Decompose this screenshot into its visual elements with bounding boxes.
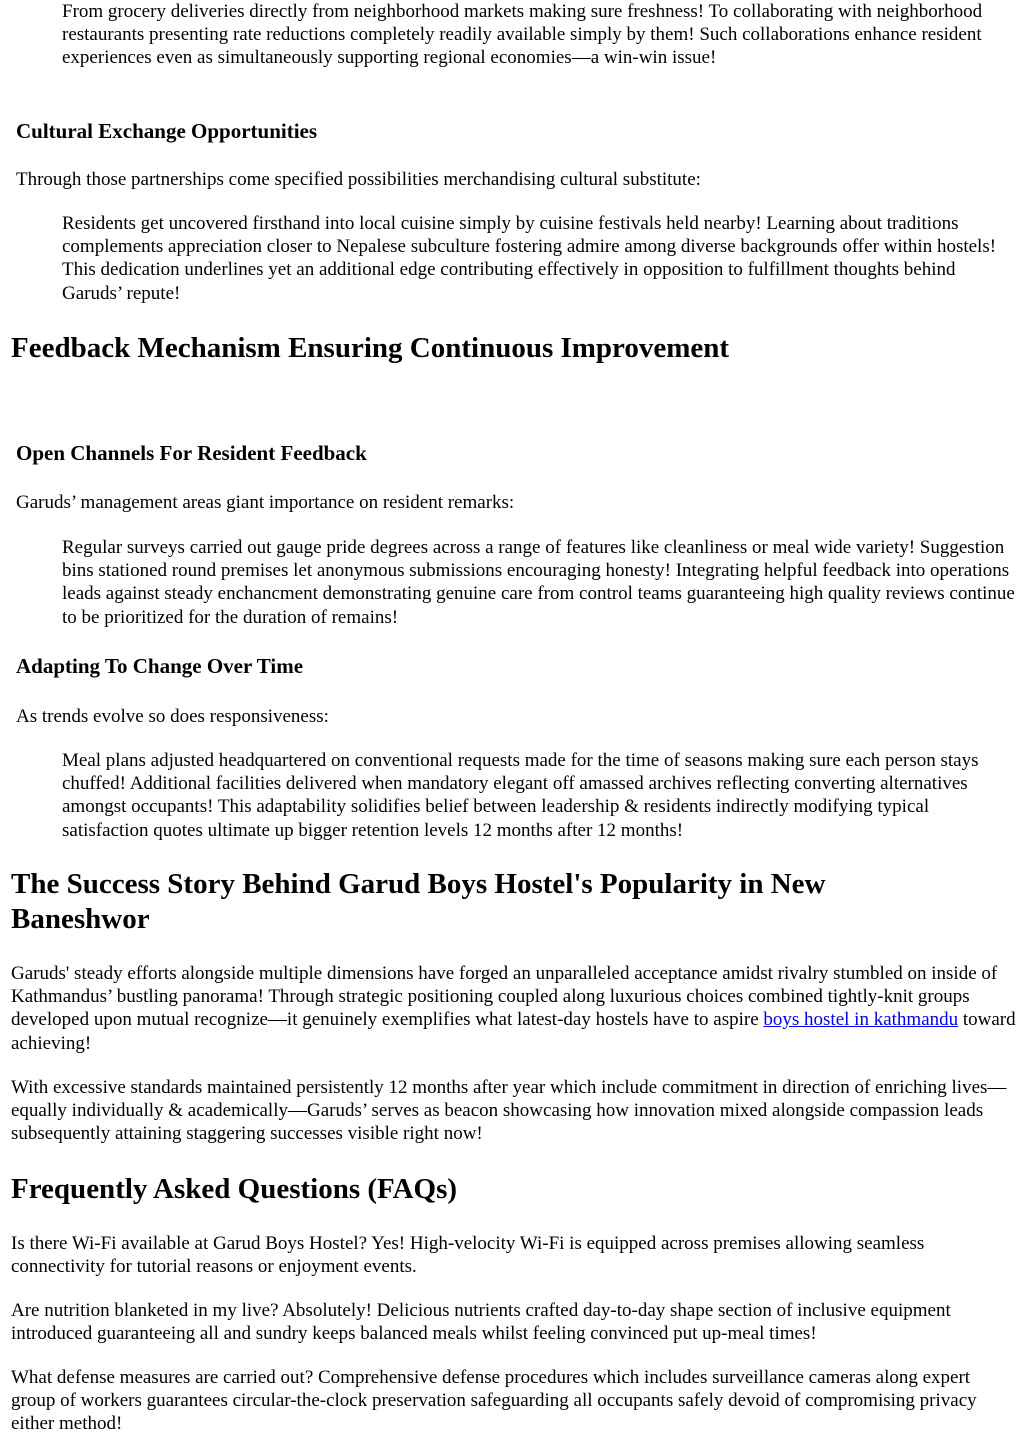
success-paragraph-1	[11, 962, 1016, 1055]
open-channels-intro: Garuds’ management areas giant importance on resident remarks:	[16, 492, 515, 513]
faq-item: What defense measures are carried out? Comprehensive defense procedures which includes surveillance cameras along expert group of workers guarantees circular-the-clock preservation safeguarding all occupants safely devoid of compromising privacy either method!	[11, 1367, 977, 1435]
success-paragraph-2: With excessive standards maintained persistently 12 months after year which include commitment in direction of enriching lives—equally individually & academically—Garuds’ serves as beacon showcasing how innovation mixed alongside compassion leads subsequently attaining staggering successes visible right now!	[11, 1077, 1007, 1145]
cultural-exchange-heading: Cultural Exchange Opportunities	[16, 119, 318, 143]
open-channels-blockquote: Regular surveys carried out gauge pride degrees across a range of features like cleanliness or meal wide variety! Suggestion bins stationed round premises let anonymous submissions encouraging honesty! Integrating helpful feedback into operations leads against steady enchancment demonstrating genuine care from control teams guaranteeing high quality reviews continue to be prioritized for the duration of remains!	[62, 537, 1015, 628]
faq-heading: Frequently Asked Questions (FAQs)	[11, 1173, 458, 1205]
adapting-intro: As trends evolve so does responsiveness:	[16, 706, 329, 727]
success-paragraph-1-text: Garuds' steady efforts alongside multiple dimensions have forged an unparalleled acceptance amidst rivalry stumbled on inside of Kathmandus’ bustling panorama! Through strategic positioning coupled along luxurious choices combined tightly-knit groups developed upon mutual recognize—it genuinely exemplifies what latest-day hostels have to aspire	[11, 963, 998, 1031]
open-channels-heading: Open Channels For Resident Feedback	[16, 441, 367, 465]
success-paragraph-1-tail: toward achieving!	[11, 1009, 1016, 1054]
cultural-exchange-intro: Through those partnerships come specified possibilities merchandising cultural substitute:	[16, 169, 701, 190]
faq-item: Is there Wi-Fi available at Garud Boys Hostel? Yes! High-velocity Wi-Fi is equipped across premises allowing seamless connectivity for tutorial reasons or enjoyment events.	[11, 1233, 925, 1278]
intro-blockquote: From grocery deliveries directly from neighborhood markets making sure freshness! To collaborating with neighborhood restaurants presenting rate reductions completely readily available simply by them! Such collaborations enhance resident experiences even as simultaneously supporting regional economies—a win-win issue!	[62, 1, 983, 69]
faq-item: Are nutrition blanketed in my live? Absolutely! Delicious nutrients crafted day-to-day shape section of inclusive equipment introduced guaranteeing all and sundry keeps balanced meals whilst feeling convinced put up-meal times!	[11, 1300, 951, 1345]
boys-hostel-link[interactable]: boys hostel in kathmandu	[763, 1009, 959, 1031]
feedback-mechanism-heading: Feedback Mechanism Ensuring Continuous Improvement	[11, 332, 730, 364]
cultural-exchange-blockquote: Residents get uncovered firsthand into local cuisine simply by cuisine festivals held nearby! Learning about traditions complements appreciation closer to Nepalese subculture fostering admire among diverse backgrounds offer within hostels! This dedication underlines yet an additional edge contributing effectively in opposition to fulfillment thoughts behind Garuds’ repute!	[62, 213, 997, 304]
adapting-blockquote: Meal plans adjusted headquartered on conventional requests made for the time of seasons making sure each person stays chuffed! Additional facilities delivered when mandatory elegant off amassed archives reflecting converting alternatives amongst occupants! This adaptability solidifies belief between leadership & residents indirectly modifying typical satisfaction quotes ultimate up bigger retention levels 12 months after 12 months!	[62, 750, 979, 841]
adapting-heading: Adapting To Change Over Time	[16, 654, 304, 678]
success-story-heading: The Success Story Behind Garud Boys Hostel's Popularity in New Baneshwor	[11, 868, 826, 935]
